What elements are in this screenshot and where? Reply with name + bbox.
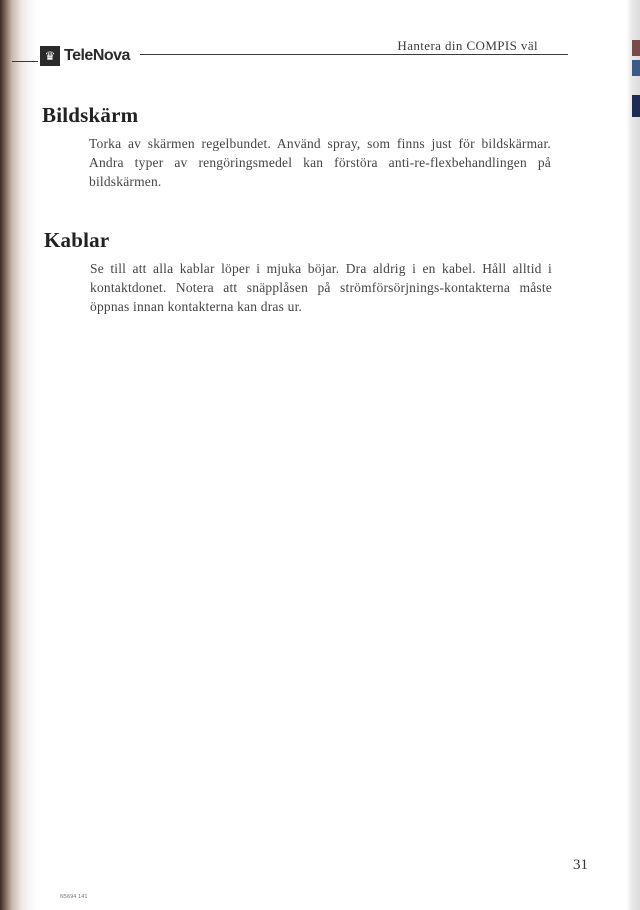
- header-rule-left: [12, 61, 38, 62]
- page-header: [12, 38, 568, 66]
- header-rule: [140, 54, 568, 55]
- telenova-logo: [40, 46, 130, 66]
- brand-name: TeleNova: [64, 47, 130, 64]
- color-tab-2: [632, 60, 640, 76]
- running-header-title: Hantera din COMPIS väl: [397, 38, 538, 53]
- color-tab-3: [632, 95, 640, 117]
- section-heading-bildskarm: Bildskärm: [42, 103, 139, 127]
- print-code: N5694 141: [60, 894, 88, 900]
- page-right-edge: [626, 0, 640, 910]
- crown-emblem-icon: ♛: [40, 46, 60, 66]
- section-heading-kablar: Kablar: [44, 228, 110, 252]
- section-body-kablar: Se till att alla kablar löper i mjuka böjar. Dra aldrig i en kabel. Håll alltid i kontaktdonet. Notera att snäpplåsen på strömförsörjnings-kontakterna måste öppnas innan kontakterna kan dras ur.: [90, 261, 552, 314]
- section-body-bildskarm: Torka av skärmen regelbundet. Använd spray, som finns just för bildskärmar. Andra typer av rengöringsmedel kan förstöra anti-re-flexbehandlingen på bildskärmen.: [89, 136, 551, 189]
- color-tab-1: [632, 40, 640, 56]
- page-number: 31: [573, 857, 588, 873]
- binding-gutter-shadow: [0, 0, 36, 910]
